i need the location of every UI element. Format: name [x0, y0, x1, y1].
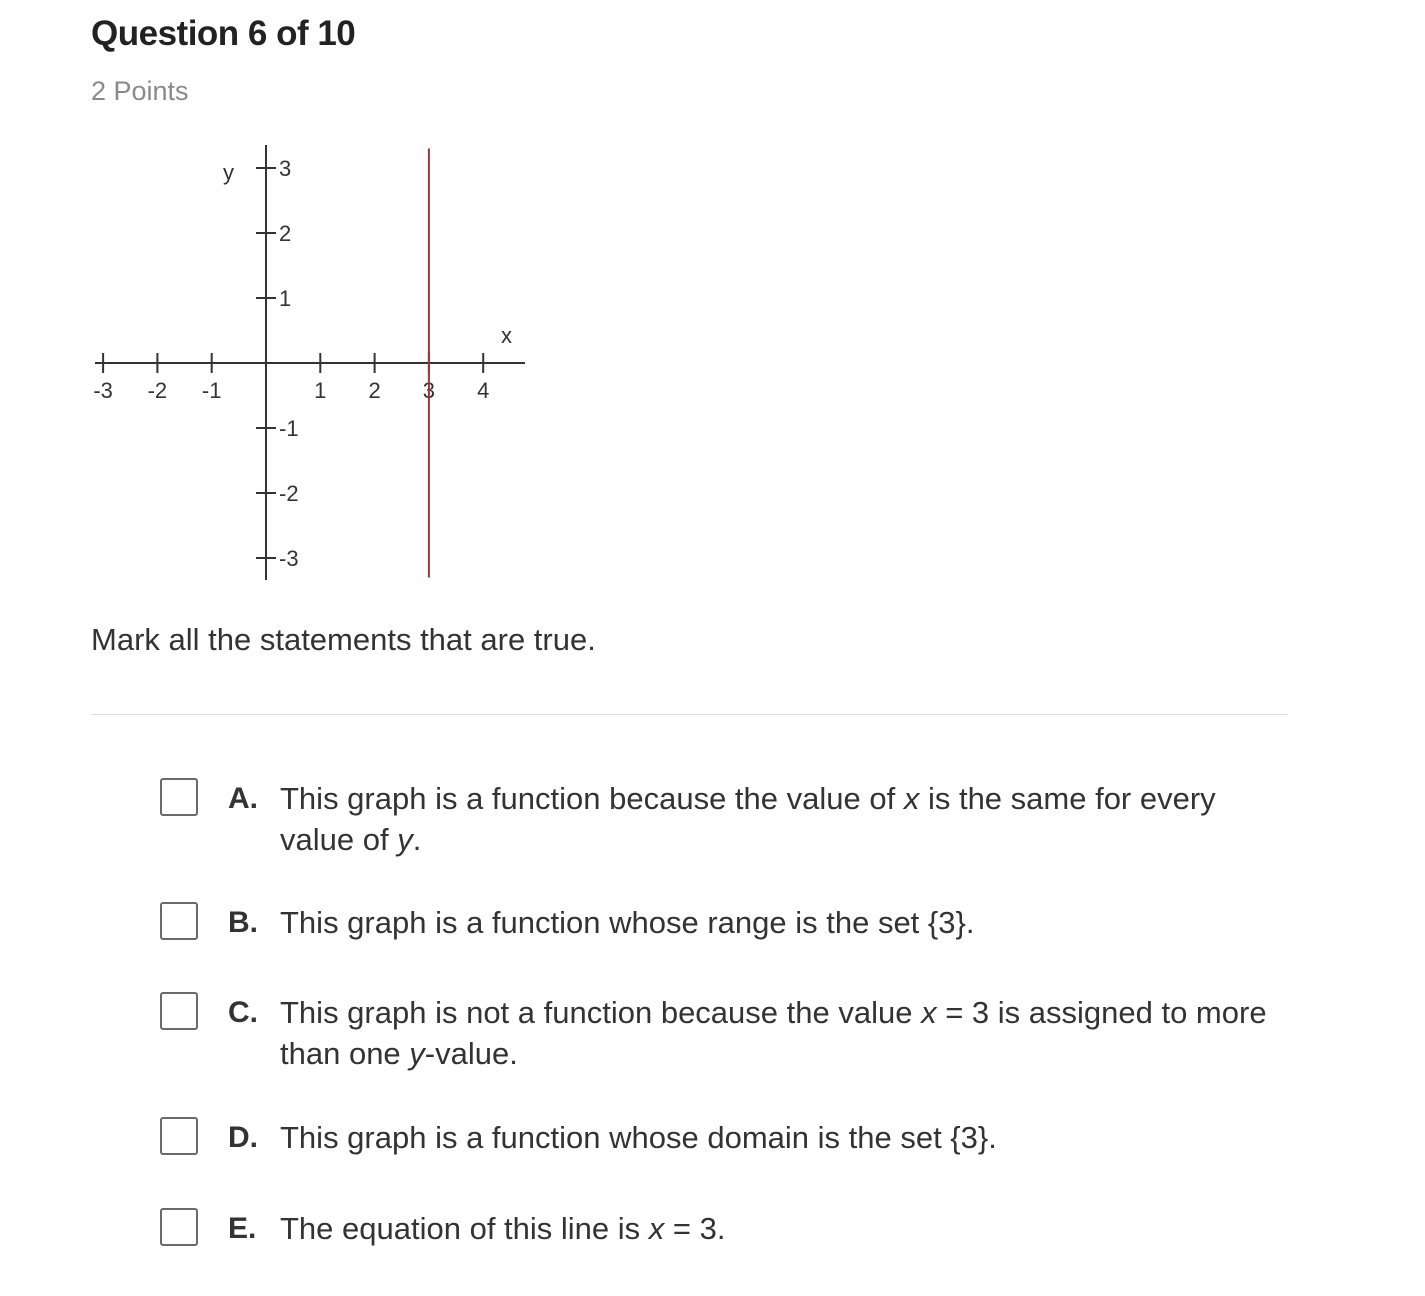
option-b-text: This graph is a function whose range is the set {3}. — [280, 905, 975, 940]
divider — [91, 714, 1288, 715]
y-tick-label: 1 — [279, 286, 292, 311]
option-e-checkbox[interactable] — [160, 1208, 198, 1246]
question-title: Question 6 of 10 — [91, 14, 356, 53]
y-tick-label: 3 — [279, 156, 292, 181]
option-a-checkbox[interactable] — [160, 778, 198, 816]
option-a-letter: A. — [228, 782, 258, 815]
option-c-letter: C. — [228, 996, 258, 1029]
option-c-checkbox[interactable] — [160, 992, 198, 1030]
x-tick-label: 2 — [368, 378, 381, 403]
x-tick-label: -2 — [147, 378, 168, 403]
y-axis-label: y — [223, 160, 234, 185]
x-tick-label: 4 — [477, 378, 490, 403]
option-d-letter: D. — [228, 1121, 258, 1154]
option-c-text: This graph is not a function because the value x = 3 is assigned to more than one y-value. — [280, 995, 1267, 1071]
option-d-checkbox[interactable] — [160, 1117, 198, 1155]
option-e-text: The equation of this line is x = 3. — [280, 1211, 726, 1246]
y-tick-label: -1 — [279, 416, 299, 441]
option-a-text: This graph is a function because the value of x is the same for every value of y. — [280, 781, 1216, 857]
y-tick-label: -3 — [279, 546, 299, 571]
coordinate-graph — [85, 135, 545, 595]
option-e-letter: E. — [228, 1212, 257, 1245]
x-tick-label: 1 — [314, 378, 327, 403]
x-tick-label: -1 — [201, 378, 222, 403]
option-b-checkbox[interactable] — [160, 902, 198, 940]
graph-svg — [85, 135, 545, 595]
option-d-text: This graph is a function whose domain is the set {3}. — [280, 1120, 997, 1155]
option-b-letter: B. — [228, 906, 258, 939]
x-ticks — [93, 353, 489, 403]
x-tick-label: -3 — [93, 378, 113, 403]
x-tick-label: 3 — [422, 378, 436, 403]
question-points: 2 Points — [91, 76, 189, 106]
x-axis-label: x — [501, 323, 512, 348]
y-tick-label: 2 — [279, 221, 292, 246]
y-tick-label: -2 — [279, 481, 299, 506]
question-prompt: Mark all the statements that are true. — [91, 622, 596, 657]
